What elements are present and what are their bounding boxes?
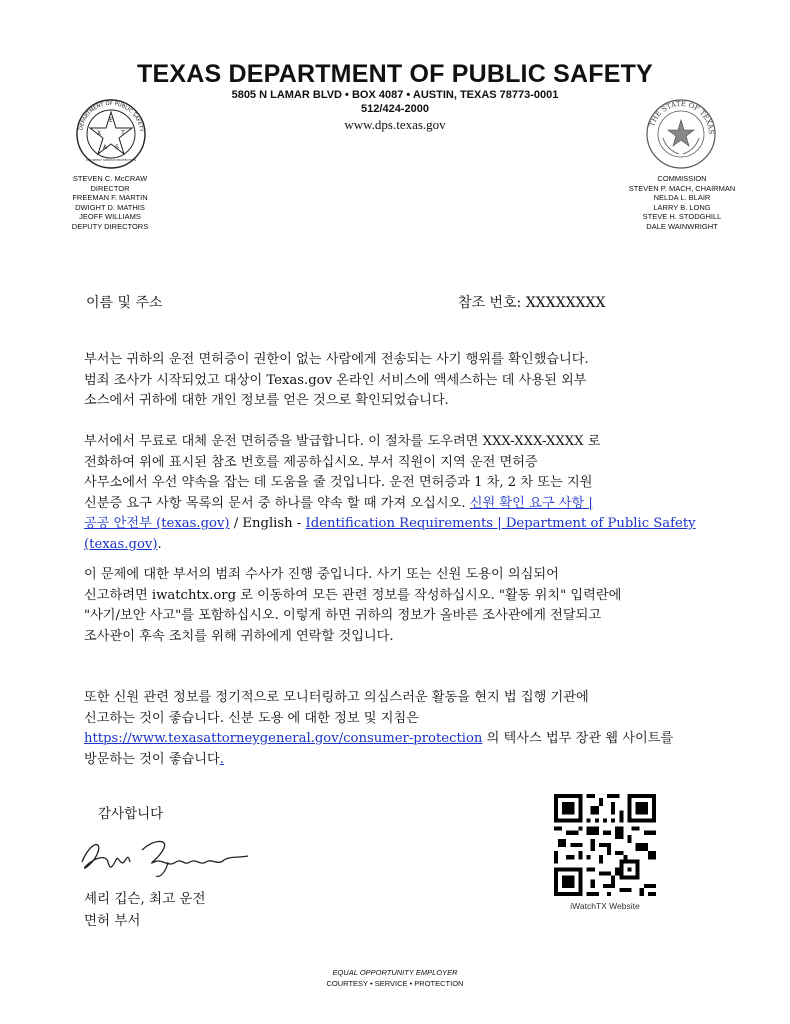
agency-phone: 512/424-2000	[361, 103, 429, 115]
agency-website: www.dps.texas.gov	[344, 117, 446, 132]
footer-motto: COURTESY • SERVICE • PROTECTION	[326, 979, 464, 988]
dps-seal-icon	[75, 98, 147, 170]
paragraph-replacement-license: 부서에서 무료로 대체 운전 면허증을 발급합니다. 이 절차를 도우려면 XXX-XXX-XXXX 로 전화하여 위에 표시된 참조 번호를 제공하십시오. 부서 직원이 지역 운전 면허증 사무소에서 우선 약속을 잡는 데 도움을 줄 것입니다. 운전 면허증과 1 차, 2 차 또는 지원 신분증 요구 사항 목록의 문서 중 하나를 약속 할 때 가져 오십시오. 신원 확인 요구 사항 | 공공 안전부 (texas.gov) / English - Identification Requirements | Department of Public Safety (texas.gov).	[84, 434, 696, 552]
director-list: STEVEN C. McCRAW DIRECTOR FREEMAN F. MARTIN DWIGHT D. MATHIS JEOFF WILLIAMS DEPUTY DIRECTORS	[71, 174, 149, 231]
period-link[interactable]: .	[219, 751, 224, 767]
paragraph-fraud-notice: 부서는 귀하의 운전 면허증이 권한이 없는 사람에게 전송되는 사기 행위를 확인했습니다. 범죄 조사가 시작되었고 대상이 Texas.gov 온라인 서비스에 액세스하는 데 사용된 외부 소스에서 귀하에 대한 개인 정보를 얻은 것으로 확인되었습니다.	[84, 352, 589, 408]
commission-list: COMMISSION STEVEN P. MACH, CHAIRMAN NELDA L. BLAIR LARRY B. LONG STEVE H. STODGHILL DALE WAINWRIGHT	[628, 174, 736, 231]
footer-equal-opportunity: EQUAL OPPORTUNITY EMPLOYER	[332, 968, 458, 977]
signature-image	[72, 832, 262, 880]
paragraph-investigation: 이 문제에 대한 부서의 범죄 수사가 진행 중입니다. 사기 또는 신원 도용이 의심되어 신고하려면 iwatchtx.org 로 이동하여 모든 관련 정보를 작성하십시오. "활동 위치" 입력란에 "사기/보안 사고"를 포함하십시오. 이렇게 하면 귀하의 정보가 올바른 조사관에게 전달되고 조사관이 후속 조치를 위해 귀하에게 연락할 것입니다.	[84, 567, 622, 644]
agency-address: 5805 N LAMAR BLVD • BOX 4087 • AUSTIN, TEXAS 78773-0001	[231, 89, 559, 101]
reference-label: 참조 번호:	[458, 295, 522, 311]
paragraph-monitoring: 또한 신원 관련 정보를 정기적으로 모니터링하고 의심스러운 활동을 현지 법 집행 기관에 신고하는 것이 좋습니다. 신분 도용 에 대한 정보 및 지침은 https://www.texasattorneygeneral.gov/consumer-protection 의 텍사스 법무 장관 웹 사이트를 방문하는 것이 좋습니다.	[84, 690, 674, 767]
reference-number	[458, 292, 605, 312]
agency-title: TEXAS DEPARTMENT OF PUBLIC SAFETY	[137, 60, 653, 88]
signer-block	[84, 888, 206, 932]
id-requirements-link-korean[interactable]: 신원 확인 요구 사항 |	[469, 495, 593, 511]
svg-text:E: E	[109, 117, 113, 124]
consumer-protection-link[interactable]: https://www.texasattorneygeneral.gov/consumer-protection	[84, 731, 483, 746]
svg-text:THE STATE OF TEXAS: THE STATE OF TEXAS	[648, 99, 716, 135]
svg-text:A: A	[102, 144, 108, 151]
svg-text:COURTESY SERVICE PROTECTION: COURTESY SERVICE PROTECTION	[86, 158, 136, 162]
dps-link-english[interactable]: (texas.gov)	[84, 536, 158, 552]
signer-department: 면허 부서	[84, 913, 141, 929]
closing-thanks: 감사합니다	[98, 806, 164, 822]
svg-text:X: X	[96, 130, 102, 137]
name-address-label: 이름 및 주소	[86, 295, 163, 311]
qr-code-icon[interactable]	[554, 794, 656, 896]
svg-text:S: S	[115, 144, 119, 151]
qr-caption: iWatchTX Website	[570, 901, 640, 911]
svg-text:T: T	[121, 130, 125, 137]
svg-text:DEPARTMENT OF PUBLIC SAFETY: DEPARTMENT OF PUBLIC SAFETY	[78, 100, 144, 133]
dps-link-korean[interactable]: 공공 안전부 (texas.gov)	[84, 516, 230, 531]
state-of-texas-seal-icon	[645, 98, 717, 170]
signer-name: 셰리 깁슨, 최고 운전	[84, 891, 206, 907]
id-requirements-link-english[interactable]: Identification Requirements | Department of Public Safety	[305, 516, 696, 531]
reference-value: XXXXXXXX	[525, 295, 606, 311]
